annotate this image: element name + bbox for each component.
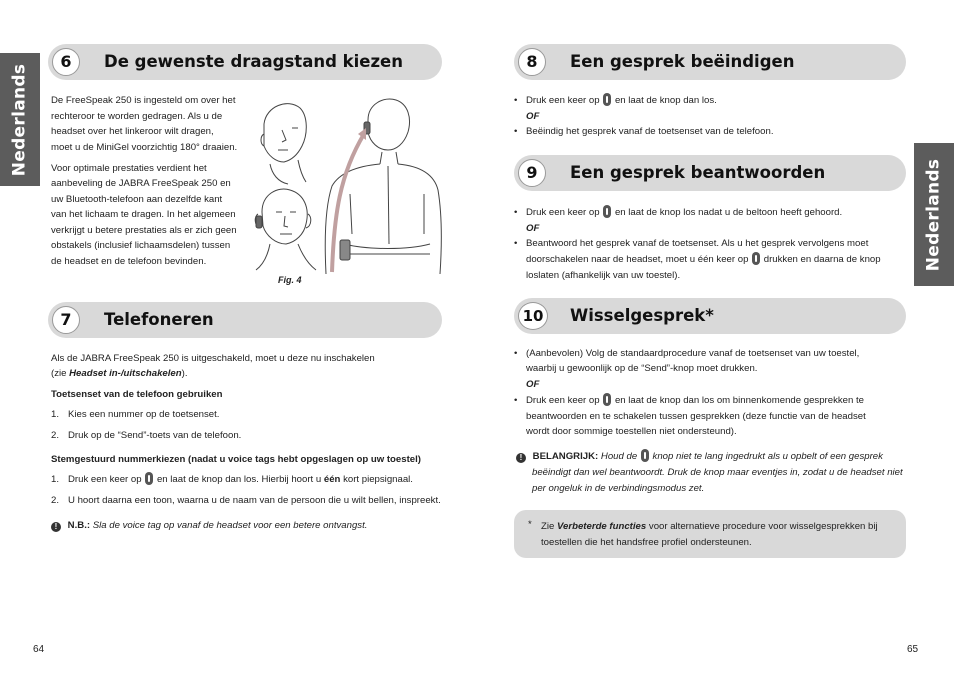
note-label: BELANGRIJK: xyxy=(532,451,599,462)
list-number: 1. xyxy=(51,474,60,485)
warning-icon: ! xyxy=(51,522,61,532)
list-item: U hoort daarna een toon, waarna u de naam van de persoon die u wilt bellen, inspreekt. xyxy=(68,495,441,506)
text: en laat de knop dan los. Hierbij hoort u xyxy=(156,474,322,485)
text: en laat de knop los nadat u de beltoon heeft gehoord. xyxy=(614,207,843,218)
bullet-item xyxy=(526,393,864,409)
text: Druk een keer op xyxy=(526,395,600,406)
section-7-header xyxy=(48,302,442,338)
page-number-right: 65 xyxy=(907,644,919,655)
or-label: OF xyxy=(526,223,540,234)
section-10-header xyxy=(514,298,906,334)
bullet-item-line: beantwoorden en te schakelen tussen gesprekken (deze functie van de headset xyxy=(526,411,866,422)
section-number: 9 xyxy=(518,159,546,187)
paragraph-line: moet u de MiniGel voorzichtig 180° draaien. xyxy=(51,142,238,153)
text: Druk een keer op xyxy=(526,207,600,218)
bullet-item xyxy=(526,205,842,221)
paragraph-line: uw Bluetooth-telefoon aan dezelfde kant xyxy=(51,194,223,205)
list-item xyxy=(68,472,413,488)
or-label: OF xyxy=(526,379,540,390)
bullet-item-line: loslaten (afhankelijk van uw toestel). xyxy=(526,270,681,281)
section-number: 8 xyxy=(518,48,546,76)
text: doorschakelen naar de headset, moet u één keer op xyxy=(526,254,749,265)
paragraph-line xyxy=(51,366,188,382)
bullet-item: • Beëindig het gesprek vanaf de toetsenset van de telefoon. xyxy=(526,124,773,140)
paragraph-line: van het lichaam te dragen. In het algemeen xyxy=(51,209,236,220)
note-text-line: per ongeluk in de verbindingsmodus zet. xyxy=(532,483,705,494)
list-number: 2. xyxy=(51,495,60,506)
text: Druk een keer op xyxy=(68,474,142,485)
section-number: 10 xyxy=(518,302,548,330)
footnote-box xyxy=(514,510,906,558)
section-title: Telefoneren xyxy=(104,310,214,329)
paragraph-line: rechteroor te worden gedragen. Als u de xyxy=(51,111,223,122)
paragraph-line: de headset en de telefoon bevinden. xyxy=(51,256,207,267)
list-number: 1. xyxy=(51,409,60,420)
bullet-item-line: waarbij u gewoonlijk op de “Send”-knop moet drukken. xyxy=(526,363,758,374)
note-text-line: beëindigt dan wel beantwoordt. Druk de knop maar eventjes in, zodat u de headset niet xyxy=(532,467,903,478)
headset-button-icon xyxy=(603,93,611,106)
side-tab-right xyxy=(914,143,954,286)
side-tab-left xyxy=(0,53,40,186)
text: Druk een keer op xyxy=(526,95,600,106)
note-text: Sla de voice tag op vanaf de headset voor een betere ontvangst. xyxy=(92,520,368,531)
headset-button-icon xyxy=(603,393,611,406)
or-label: OF xyxy=(526,111,540,122)
note-text: knop niet te lang ingedrukt als u opbelt of een gesprek xyxy=(652,451,883,462)
text: één xyxy=(323,474,341,485)
warning-icon: ! xyxy=(516,453,526,463)
bullet-item-line xyxy=(526,252,881,268)
footnote-line: toestellen die het handsfree profiel ondersteunen. xyxy=(541,537,752,548)
subheading: Toetsenset van de telefoon gebruiken xyxy=(51,389,223,400)
text: voor alternatieve procedure voor wisselgesprekken bij xyxy=(648,521,878,532)
side-tab-label: Nederlands xyxy=(923,158,944,271)
footnote-star: * xyxy=(528,519,532,530)
section-8-header xyxy=(514,44,906,80)
paragraph-line: Voor optimale prestaties verdient het xyxy=(51,163,207,174)
section-title: Wisselgesprek* xyxy=(570,306,714,325)
section-number: 6 xyxy=(52,48,80,76)
section-title: De gewenste draagstand kiezen xyxy=(104,52,403,71)
headset-wearing-illustration xyxy=(248,94,446,274)
list-item: Druk op de “Send”-toets van de telefoon. xyxy=(68,430,242,441)
bullet-item-line: wordt door sommige toestellen niet ondersteund). xyxy=(526,426,737,437)
head-front-view-bottom xyxy=(255,189,316,270)
text: ). xyxy=(181,368,188,379)
headset-button-icon xyxy=(752,252,760,265)
bullet-item: • (Aanbevolen) Volg de standaardprocedure vanaf de toetsenset van uw toestel, xyxy=(526,346,859,362)
headset-button-icon xyxy=(603,205,611,218)
section-9-header xyxy=(514,155,906,191)
note-label: N.B.: xyxy=(67,520,91,531)
note-text: Houd de xyxy=(600,451,638,462)
bullet-item xyxy=(526,93,717,109)
text: (zie xyxy=(51,368,70,379)
paragraph-line: De FreeSpeak 250 is ingesteld om over het xyxy=(51,95,236,106)
paragraph-line: obstakels (inclusief lichaamsdelen) tussen xyxy=(51,240,231,251)
paragraph-line: aanbeveling de JABRA FreeSpeak 250 en xyxy=(51,178,231,189)
text: kort piepsignaal. xyxy=(343,474,413,485)
important-note xyxy=(516,449,883,465)
list-number: 2. xyxy=(51,430,60,441)
link-text: Headset in-/uitschakelen xyxy=(69,368,182,379)
headset-button-icon xyxy=(145,472,153,485)
paragraph-line: Als de JABRA FreeSpeak 250 is uitgeschakeld, moet u deze nu inschakelen xyxy=(51,353,375,364)
paragraph-line: headset over het linkeroor wilt dragen, xyxy=(51,126,214,137)
subheading: Stemgestuurd nummerkiezen (nadat u voice tags hebt opgeslagen op uw toestel) xyxy=(51,454,421,465)
note xyxy=(51,518,367,534)
side-tab-label: Nederlands xyxy=(9,63,30,176)
section-title: Een gesprek beantwoorden xyxy=(570,163,826,182)
text: en laat de knop dan los om binnenkomende gesprekken te xyxy=(614,395,865,406)
paragraph-line: verkrijgt u betere prestaties als er zich geen xyxy=(51,225,237,236)
text: drukken en daarna de knop xyxy=(763,254,881,265)
head-side-view-top xyxy=(261,104,306,184)
section-number: 7 xyxy=(52,306,80,334)
footnote-line xyxy=(541,519,878,535)
headset-button-icon xyxy=(641,449,649,462)
figure-caption: Fig. 4 xyxy=(278,275,302,285)
link-text: Verbeterde functies xyxy=(557,521,647,532)
list-item: Kies een nummer op de toetsenset. xyxy=(68,409,220,420)
page-number-left: 64 xyxy=(33,644,45,655)
text: Zie xyxy=(541,521,555,532)
text: en laat de knop dan los. xyxy=(614,95,717,106)
section-title: Een gesprek beëindigen xyxy=(570,52,795,71)
section-6-header xyxy=(48,44,442,80)
bullet-item: • Beantwoord het gesprek vanaf de toetsenset. Als u het gesprek vervolgens moet xyxy=(526,236,868,252)
